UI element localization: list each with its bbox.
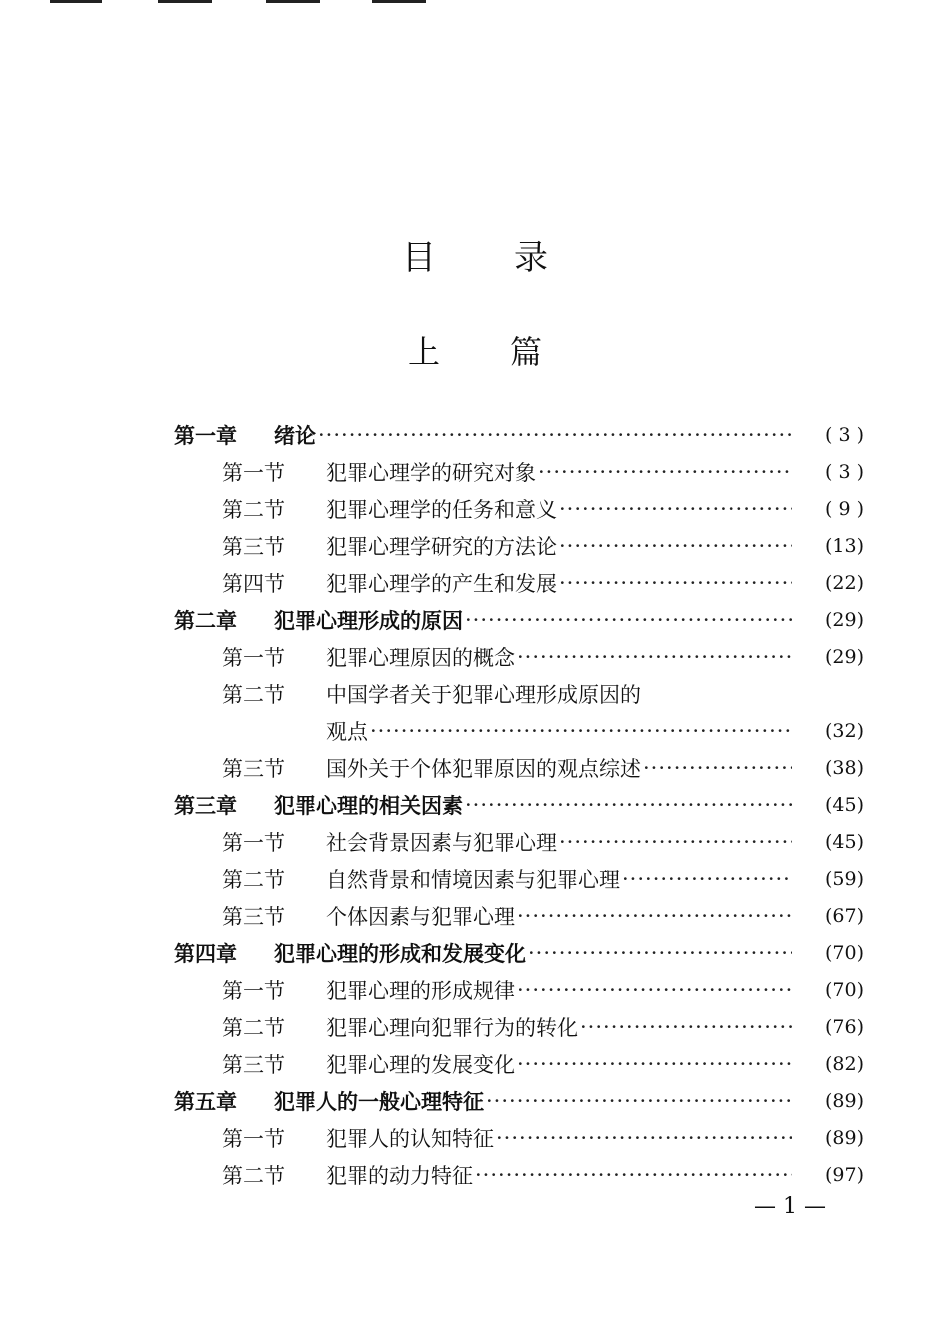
toc-entry-title: 社会背景因素与犯罪心理 [326,830,557,855]
page-number: — 1 — [754,1194,826,1219]
toc-entry-title: 观点 [326,719,368,744]
toc-section-entry[interactable] [222,490,864,527]
toc-entry-page: (45) [824,793,864,816]
toc-entry-title: 自然背景和情境因素与犯罪心理 [326,867,620,892]
toc-leader-dots [622,867,792,891]
toc-chapter-entry[interactable] [174,786,864,823]
toc-entry-title: 犯罪心理形成的原因 [274,607,463,633]
toc-entry-title: 国外关于个体犯罪原因的观点综述 [326,756,641,781]
toc-entry-number: 第二节 [222,1015,285,1040]
toc-entry-title: 犯罪心理原因的概念 [326,645,515,670]
toc-entry-title: 犯罪心理学的研究对象 [326,460,536,485]
toc-entry-page: (97) [824,1163,864,1186]
toc-entry-page: (22) [824,571,864,594]
toc-section-entry[interactable] [222,1156,864,1193]
toc-entry-number: 第三节 [222,756,285,781]
toc-leader-dots [559,497,792,521]
toc-entry-number: 第四章 [174,940,237,966]
toc-entry-page: (70) [824,941,864,964]
toc-entry-number: 第三章 [174,792,237,818]
toc-entry-page: (32) [824,719,864,742]
toc-entry-number: 第三节 [222,904,285,929]
toc-leader-dots [517,1052,792,1076]
toc-section-entry[interactable] [222,897,864,934]
toc-entry-title: 犯罪的动力特征 [326,1163,473,1188]
toc-entry-page: (29) [824,645,864,668]
toc-leader-dots [465,608,792,632]
toc-entry-number: 第二节 [222,1163,285,1188]
toc-section-entry[interactable] [326,712,864,749]
toc-entry-page: (45) [824,830,864,853]
toc-leader-dots [538,460,792,484]
top-mark [266,0,320,3]
top-edge-marks [0,0,950,4]
toc-leader-dots [496,1126,792,1150]
toc-entry-page: (89) [824,1089,864,1112]
toc-entry-number: 第二章 [174,607,237,633]
toc-entry-title: 犯罪心理学的任务和意义 [326,497,557,522]
top-mark [50,0,102,3]
toc-entry-title: 犯罪人的认知特征 [326,1126,494,1151]
toc-entry-page: ( 3 ) [825,460,864,483]
toc-section-entry[interactable] [222,1119,864,1156]
toc-entry-number: 第一节 [222,1126,285,1151]
toc-entry-title: 犯罪心理向犯罪行为的转化 [326,1015,578,1040]
toc-section-entry[interactable] [222,675,864,712]
toc-leader-dots [517,904,792,928]
top-mark [372,0,426,3]
toc-entry-page: (70) [824,978,864,1001]
toc-leader-dots [318,423,792,447]
toc-leader-dots [643,756,792,780]
toc-entry-title: 犯罪心理的形成和发展变化 [274,940,526,966]
toc-section-entry[interactable] [222,638,864,675]
toc-section-entry[interactable] [222,1045,864,1082]
toc-entry-number: 第一节 [222,830,285,855]
toc-leader-dots [559,830,792,854]
toc-entry-title: 犯罪心理学研究的方法论 [326,534,557,559]
toc-entry-page: ( 9 ) [825,497,864,520]
toc-entry-page: (13) [824,534,864,557]
toc-leader-dots [559,571,792,595]
toc-entry-number: 第一节 [222,645,285,670]
toc-entry-title: 犯罪心理学的产生和发展 [326,571,557,596]
toc-section-entry[interactable] [222,564,864,601]
toc-entry-page: (29) [824,608,864,631]
toc-chapter-entry[interactable] [174,934,864,971]
toc-leader-dots [517,645,792,669]
toc-entry-title: 犯罪心理的发展变化 [326,1052,515,1077]
toc-leader-dots [475,1163,792,1187]
toc-entry-title: 绪论 [274,422,316,448]
toc-entry-page: ( 3 ) [825,423,864,446]
toc-entry-number: 第一节 [222,978,285,1003]
toc-leader-dots [580,1015,792,1039]
toc-entry-page: (38) [824,756,864,779]
toc-entry-number: 第一节 [222,460,285,485]
toc-entry-page: (89) [824,1126,864,1149]
toc-entry-page: (82) [824,1052,864,1075]
toc-entry-title: 犯罪人的一般心理特征 [274,1088,484,1114]
toc-entry-page: (67) [824,904,864,927]
toc-section-entry[interactable] [222,527,864,564]
toc-entry-title: 犯罪心理的形成规律 [326,978,515,1003]
toc-chapter-entry[interactable] [174,416,864,453]
toc-entry-page: (76) [824,1015,864,1038]
toc-entry-number: 第五章 [174,1088,237,1114]
part-title: 上篇 [407,333,612,371]
toc-entry-number: 第四节 [222,571,285,596]
toc-entry-title: 个体因素与犯罪心理 [326,904,515,929]
page-title: 目录 [402,238,626,278]
toc-entry-number: 第二节 [222,867,285,892]
toc-entry-number: 第二节 [222,497,285,522]
toc-entry-number: 第一章 [174,422,237,448]
toc-entry-page: (59) [824,867,864,890]
toc-section-entry[interactable] [222,971,864,1008]
toc-leader-dots [370,719,792,743]
top-mark [158,0,212,3]
toc-section-entry[interactable] [222,823,864,860]
toc-entry-number: 第三节 [222,1052,285,1077]
toc-leader-dots [528,941,792,965]
toc-entry-title: 犯罪心理的相关因素 [274,792,463,818]
toc-leader-dots [486,1089,792,1113]
toc-entry-title: 中国学者关于犯罪心理形成原因的 [326,682,641,707]
toc-entry-number: 第三节 [222,534,285,559]
toc-chapter-entry[interactable] [174,601,864,638]
toc-leader-dots [517,978,792,1002]
toc-leader-dots [559,534,792,558]
toc-section-entry[interactable] [222,860,864,897]
toc-leader-dots [465,793,792,817]
toc-entry-number: 第二节 [222,682,285,707]
toc-section-entry[interactable] [222,1008,864,1045]
toc-chapter-entry[interactable] [174,1082,864,1119]
toc-section-entry[interactable] [222,749,864,786]
toc-section-entry[interactable] [222,453,864,490]
